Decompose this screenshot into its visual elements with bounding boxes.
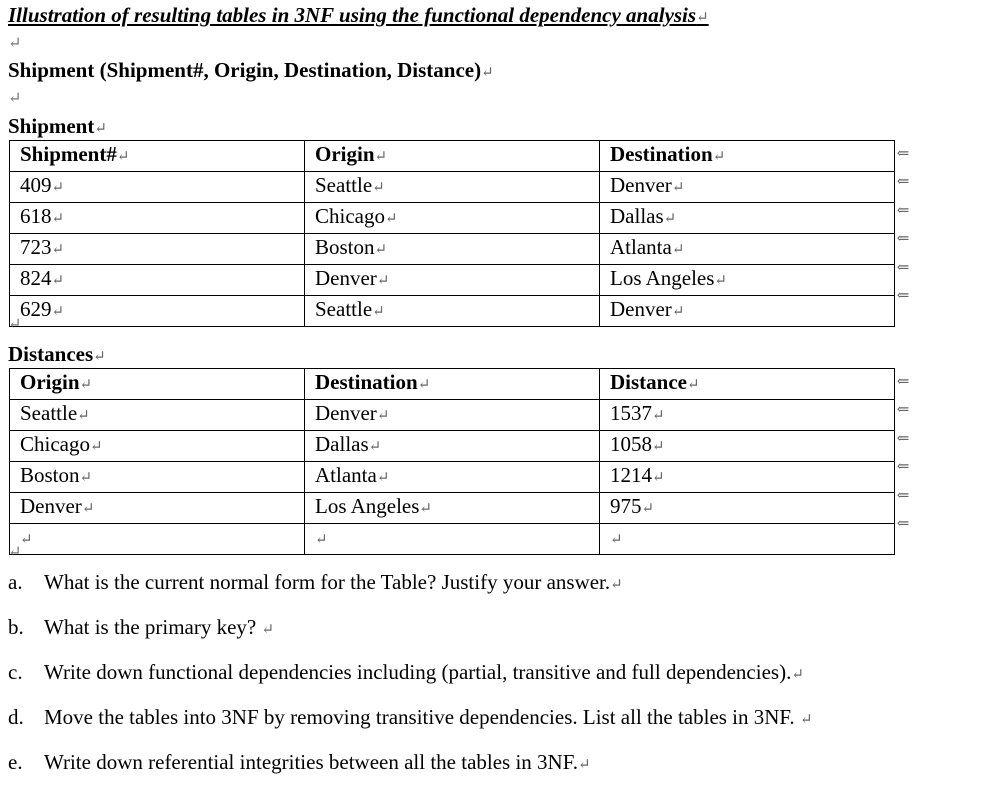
cell-text: 1537 — [610, 401, 652, 425]
column-header-text: Destination — [315, 370, 418, 394]
title-text: Illustration of resulting tables in 3NF using the functional dependency analysis — [8, 3, 697, 27]
question-item — [8, 750, 591, 775]
table-cell — [10, 234, 305, 265]
distances-row-marks — [893, 368, 913, 538]
cell-text: Dallas — [315, 432, 369, 456]
cell-text: 824 — [20, 266, 52, 290]
schema-line — [8, 58, 494, 83]
table-cell — [305, 524, 600, 555]
cell-mark-icon: ↵ — [372, 180, 385, 196]
table-cell — [10, 462, 305, 493]
shipment-label-text: Shipment — [8, 114, 95, 138]
cell-text: Los Angeles — [315, 494, 420, 518]
paragraph-mark-icon: ↵ — [94, 121, 107, 137]
column-header — [305, 369, 600, 400]
table-cell — [600, 462, 895, 493]
cell-mark-icon: ↵ — [652, 408, 665, 424]
column-header — [600, 369, 895, 400]
cell-text: Denver — [20, 494, 82, 518]
table-cell — [10, 172, 305, 203]
row-end-mark-icon: ⇐ — [896, 374, 910, 390]
cell-text: Denver — [315, 266, 377, 290]
cell-mark-icon: ↵ — [77, 408, 90, 424]
table-cell — [600, 524, 895, 555]
paragraph-mark-icon: ↵ — [610, 577, 623, 593]
question-text: What is the primary key? — [44, 615, 262, 639]
cell-mark-icon: ↵ — [641, 501, 655, 517]
row-end-mark-icon: ⇐ — [896, 259, 910, 276]
cell-text: Boston — [20, 463, 80, 487]
column-header — [305, 141, 600, 172]
paragraph-mark-icon: ↵ — [791, 667, 804, 683]
column-header — [10, 141, 305, 172]
cell-mark-icon: ↵ — [20, 532, 33, 548]
table-row — [10, 296, 895, 327]
table-row — [10, 265, 895, 296]
table-cell — [600, 493, 895, 524]
cell-text: Chicago — [315, 204, 385, 228]
table-cell — [600, 431, 895, 462]
question-item — [8, 570, 623, 595]
cell-text: Seattle — [315, 173, 373, 197]
distances-table — [9, 368, 895, 555]
cell-mark-icon: ↵ — [81, 501, 95, 517]
cell-text: Dallas — [610, 204, 664, 228]
column-header-text: Origin — [315, 142, 375, 166]
cell-text: Denver — [610, 297, 672, 321]
cell-mark-icon: ↵ — [417, 377, 431, 393]
column-header-text: Distance — [610, 370, 687, 394]
question-text: Write down referential integrities between all the tables in 3NF. — [44, 750, 578, 774]
table-cell — [600, 172, 895, 203]
row-end-mark-icon: ⇐ — [896, 231, 910, 248]
question-text: What is the current normal form for the Table? Justify your answer. — [44, 570, 611, 594]
cell-text: Los Angeles — [610, 266, 715, 290]
table-cell — [10, 493, 305, 524]
row-end-mark-icon: ⇐ — [896, 202, 910, 219]
table-cell — [305, 265, 600, 296]
cell-mark-icon: ↵ — [714, 273, 727, 289]
table-cell — [305, 234, 600, 265]
table-cell — [10, 296, 305, 327]
distances-label-text: Distances — [8, 342, 94, 366]
cell-mark-icon: ↵ — [610, 532, 623, 548]
column-header-text: Origin — [20, 370, 80, 394]
row-end-mark-icon: ⇐ — [896, 459, 910, 476]
question-label: d. — [8, 705, 24, 729]
cell-mark-icon: ↵ — [51, 304, 65, 320]
table-row — [10, 462, 895, 493]
shipment-table — [9, 140, 895, 327]
table-cell — [600, 265, 895, 296]
table-row — [10, 172, 895, 203]
empty-paragraph: ↵ — [8, 90, 22, 107]
row-end-mark-icon: ⇐ — [896, 402, 910, 419]
column-header — [600, 141, 895, 172]
schema-text: Shipment (Shipment#, Origin, Destination, Distance) — [8, 58, 482, 82]
row-end-mark-icon: ⇐ — [896, 146, 910, 162]
table-cell — [600, 296, 895, 327]
question-text: Move the tables into 3NF by removing transitive dependencies. List all the tables in 3NF. — [44, 705, 800, 729]
table-row — [10, 400, 895, 431]
paragraph-mark-icon: ↵ — [696, 10, 709, 26]
cell-mark-icon: ↵ — [652, 439, 665, 455]
cell-mark-icon: ↵ — [79, 470, 93, 486]
cell-mark-icon: ↵ — [51, 180, 65, 196]
cell-text: Denver — [315, 401, 377, 425]
cell-text: 409 — [20, 173, 52, 197]
shipment-table-label — [8, 114, 107, 139]
row-end-mark-icon: ⇐ — [896, 487, 910, 504]
question-item — [8, 615, 274, 640]
table-cell — [305, 462, 600, 493]
document-title — [8, 3, 709, 28]
table-cell — [10, 431, 305, 462]
cell-text: 1058 — [610, 432, 652, 456]
distances-table-label — [8, 342, 106, 367]
cell-mark-icon: ↵ — [419, 501, 432, 517]
paragraph-mark-icon: ↵ — [577, 757, 591, 773]
cell-mark-icon: ↵ — [671, 180, 685, 196]
cell-mark-icon: ↵ — [89, 439, 103, 455]
cell-text: 618 — [20, 204, 52, 228]
cell-mark-icon: ↵ — [376, 408, 390, 424]
table-cell — [600, 203, 895, 234]
table-cell — [305, 400, 600, 431]
table-cell — [10, 203, 305, 234]
cell-text: Denver — [610, 173, 672, 197]
cell-text: Chicago — [20, 432, 90, 456]
cell-mark-icon: ↵ — [671, 304, 685, 320]
cell-mark-icon: ↵ — [315, 532, 328, 548]
question-label: a. — [8, 570, 23, 594]
cell-mark-icon: ↵ — [376, 273, 390, 289]
empty-paragraph: ↵ — [8, 544, 22, 561]
cell-mark-icon: ↵ — [663, 211, 677, 227]
table-cell — [305, 203, 600, 234]
question-item — [8, 660, 804, 685]
cell-text: Atlanta — [315, 463, 377, 487]
question-item — [8, 705, 813, 730]
paragraph-mark-icon: ↵ — [799, 712, 813, 728]
table-cell — [600, 234, 895, 265]
cell-text: Atlanta — [610, 235, 672, 259]
question-label: e. — [8, 750, 23, 774]
table-cell — [10, 265, 305, 296]
question-text: Write down functional dependencies including (partial, transitive and full dependencies). — [44, 660, 792, 684]
table-cell — [305, 296, 600, 327]
table-row — [10, 203, 895, 234]
cell-mark-icon: ↵ — [384, 211, 398, 227]
table-row — [10, 524, 895, 555]
cell-mark-icon: ↵ — [51, 273, 65, 289]
paragraph-mark-icon: ↵ — [481, 65, 494, 81]
row-end-mark-icon: ⇐ — [896, 430, 910, 447]
shipment-row-marks — [893, 140, 913, 310]
table-header-row — [10, 369, 895, 400]
cell-text: Seattle — [315, 297, 373, 321]
empty-paragraph: ↵ — [8, 35, 22, 52]
cell-mark-icon: ↵ — [51, 211, 65, 227]
cell-mark-icon: ↵ — [374, 242, 388, 258]
row-end-mark-icon: ⇐ — [896, 287, 910, 304]
column-header — [10, 369, 305, 400]
cell-mark-icon: ↵ — [376, 470, 390, 486]
column-header-text: Shipment# — [20, 142, 117, 166]
table-header-row — [10, 141, 895, 172]
column-header-text: Destination — [610, 142, 713, 166]
empty-paragraph: ↵ — [8, 316, 22, 333]
table-row — [10, 234, 895, 265]
cell-mark-icon: ↵ — [372, 304, 385, 320]
cell-mark-icon: ↵ — [671, 242, 685, 258]
paragraph-mark-icon: ↵ — [93, 349, 106, 365]
cell-text: Boston — [315, 235, 375, 259]
paragraph-mark-icon: ↵ — [261, 622, 275, 638]
table-cell — [10, 400, 305, 431]
cell-mark-icon: ↵ — [652, 470, 665, 486]
cell-text: Seattle — [20, 401, 78, 425]
table-cell — [10, 524, 305, 555]
table-row — [10, 493, 895, 524]
cell-mark-icon: ↵ — [116, 149, 130, 165]
cell-text: 629 — [20, 297, 52, 321]
cell-mark-icon: ↵ — [79, 377, 93, 393]
question-label: b. — [8, 615, 24, 639]
table-cell — [600, 400, 895, 431]
row-end-mark-icon: ⇐ — [896, 515, 910, 532]
cell-mark-icon: ↵ — [374, 149, 388, 165]
cell-text: 1214 — [610, 463, 652, 487]
table-row — [10, 431, 895, 462]
cell-text: 975 — [610, 494, 642, 518]
cell-mark-icon: ↵ — [368, 439, 382, 455]
cell-mark-icon: ↵ — [687, 377, 700, 393]
table-cell — [305, 431, 600, 462]
cell-mark-icon: ↵ — [51, 242, 65, 258]
table-cell — [305, 172, 600, 203]
table-cell — [305, 493, 600, 524]
row-end-mark-icon: ⇐ — [896, 174, 910, 191]
cell-text: 723 — [20, 235, 52, 259]
cell-mark-icon: ↵ — [712, 149, 726, 165]
question-label: c. — [8, 660, 23, 684]
